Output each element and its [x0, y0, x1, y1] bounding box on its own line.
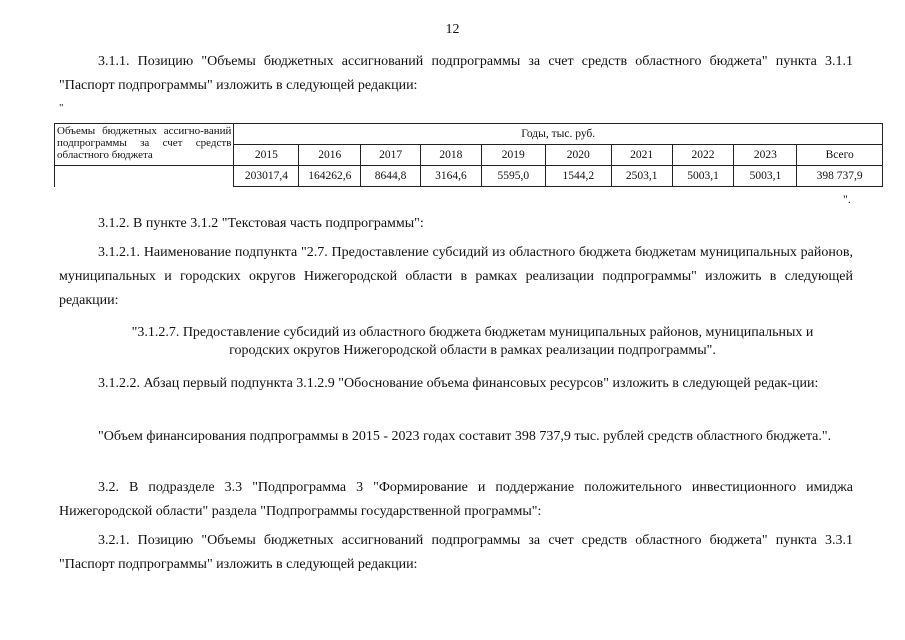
year-header: 2023 [734, 145, 797, 166]
year-header: 2016 [299, 145, 361, 166]
paragraph-3-1-2: 3.1.2. В пункте 3.1.2 "Текстовая часть подпрограммы": [98, 216, 424, 231]
year-header: 2019 [481, 145, 545, 166]
table-group-header: Годы, тыс. руб. [234, 124, 883, 145]
year-header: 2018 [421, 145, 482, 166]
value-cell: 203017,4 [234, 166, 299, 187]
table-header-row [55, 124, 883, 145]
quoted-heading-line-1: "3.1.2.7. Предоставление субсидий из областного бюджета бюджетам муниципальных районов, муниципальных и [131, 325, 814, 340]
year-header: 2017 [361, 145, 421, 166]
page-number: 12 [445, 22, 460, 37]
paragraph-3-2: 3.2. В подразделе 3.3 "Подпрограмма 3 "Формирование и поддержание положительного инвестиционного имиджа Нижегородской области" раздела "Подпрограммы государственной программы": [59, 480, 853, 519]
paragraph-3-2-1: 3.2.1. Позицию "Объемы бюджетных ассигнований подпрограммы за счет средств областного бюджета" пункта 3.3.1 "Паспорт подпрограммы" изложить в следующей редакции: [59, 533, 853, 572]
value-cell: 5003,1 [734, 166, 797, 187]
total-value-cell: 398 737,9 [797, 166, 883, 187]
quoted-heading [80, 324, 865, 360]
table-row-header: Объемы бюджетных ассигно-ваний подпрограммы за счет средств областного бюджета [55, 124, 234, 166]
budget-table [54, 123, 883, 187]
opening-quote-mark: " [59, 102, 64, 114]
value-cell: 164262,6 [299, 166, 361, 187]
value-cell: 5003,1 [672, 166, 734, 187]
paragraph-3-1-2-1: 3.1.2.1. Наименование подпункта "2.7. Предоставление субсидий из областного бюджета бюджетам муниципальных районов, муниципальных и городских округов Нижегородской области в рамках реализации подпрограммы" изложить в следующей редакции: [59, 245, 853, 308]
year-header: 2015 [234, 145, 299, 166]
value-cell: 2503,1 [611, 166, 672, 187]
table-values-row [55, 166, 883, 187]
paragraph-3-1-1: 3.1.1. Позицию "Объемы бюджетных ассигнований подпрограммы за счет средств областного бюджета" пункта 3.1.1 "Паспорт подпрограммы" изложить в следующей редакции: [59, 54, 853, 93]
value-cell: 3164,6 [421, 166, 482, 187]
paragraph-quoted-financing: "Объем финансирования подпрограммы в 2015 - 2023 годах составит 398 737,9 тыс. рублей средств областного бюджета.". [98, 429, 832, 444]
year-header: 2022 [672, 145, 734, 166]
year-header: 2021 [611, 145, 672, 166]
table-empty-cell [55, 166, 234, 187]
paragraph-3-1-2-2: 3.1.2.2. Абзац первый подпункта 3.1.2.9 "Обоснование объема финансовых ресурсов" изложить в следующей редак-ции: [98, 376, 819, 391]
value-cell: 8644,8 [361, 166, 421, 187]
total-header: Всего [797, 145, 883, 166]
value-cell: 1544,2 [545, 166, 611, 187]
value-cell: 5595,0 [481, 166, 545, 187]
closing-quote-mark: ". [843, 192, 851, 206]
quoted-heading-line-2: городских округов Нижегородской области в рамках реализации подпрограммы". [229, 343, 716, 358]
year-header: 2020 [545, 145, 611, 166]
